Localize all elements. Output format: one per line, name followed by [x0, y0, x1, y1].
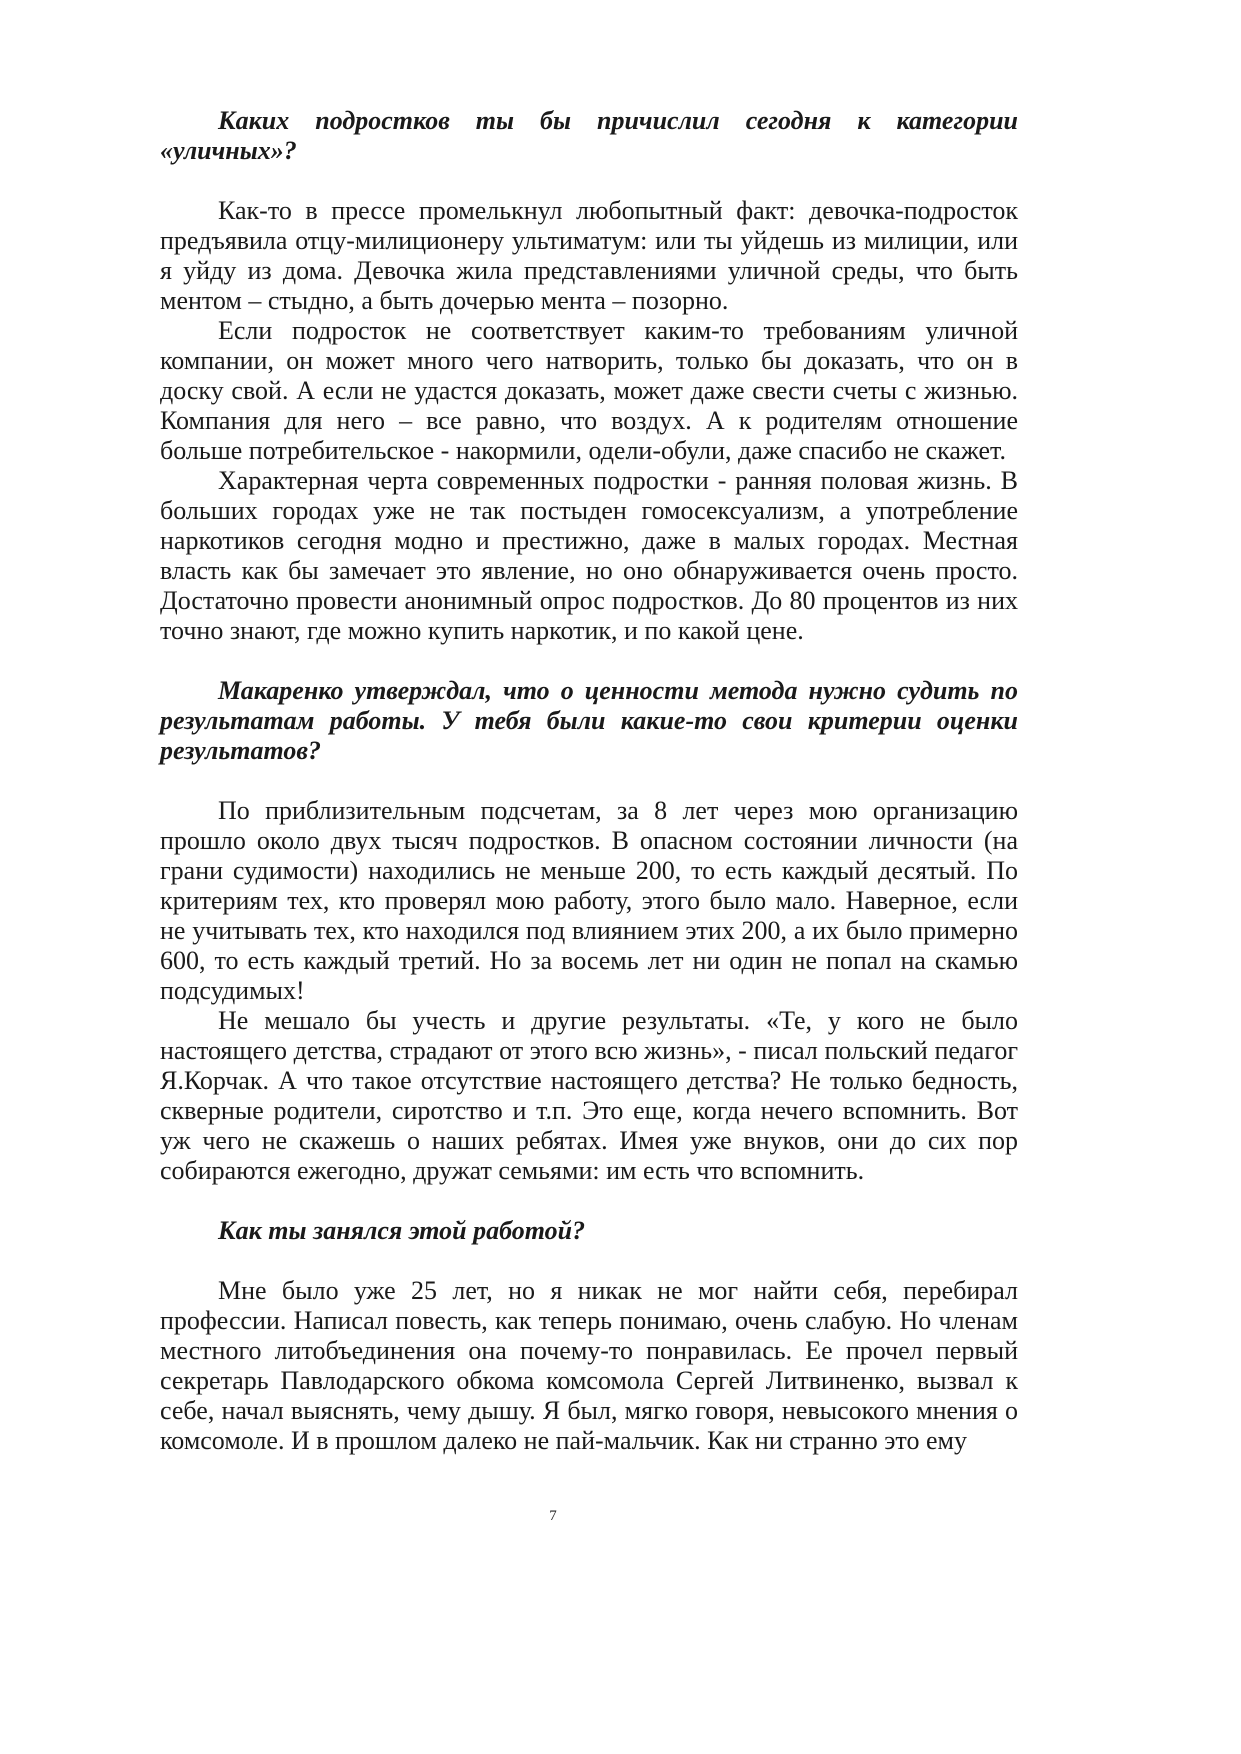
section-question: Каких подростков ты бы причислил сегодня к категории «уличных»? [160, 106, 1018, 165]
paragraph: Если подросток не соответствует каким-то требованиям уличной компании, он может много чего натворить, только бы доказать, что он в доску свой. А если не удастся доказать, может даже свести счеты с жизнью. Компания для него – все равно, что воздух. А к родителям отношение больше потребительское - накормили, одели-обули, даже спасибо не скажет. [160, 316, 1018, 465]
paragraph: Мне было уже 25 лет, но я никак не мог найти себя, перебирал профессии. Написал повесть, как теперь понимаю, очень слабую. Но членам местного литобъединения она почему-то понравилась. Ее прочел первый секретарь Павлодарского обкома комсомола Сергей Литвиненко, вызвал к себе, начал выяснять, чему дышу. Я был, мягко говоря, невысокого мнения о комсомоле. И в прошлом далеко не пай-мальчик. Как ни странно это ему [160, 1276, 1018, 1455]
paragraph: Не мешало бы учесть и другие результаты. «Те, у кого не было настоящего детства, страдают от этого всю жизнь», - писал польский педагог Я.Корчак. А что такое отсутствие настоящего детства? Не только бедность, скверные родители, сиротство и т.п. Это еще, когда нечего вспомнить. Вот уж чего не скажешь о наших ребятах. Имея уже внуков, они до сих пор собираются ежегодно, дружат семьями: им есть что вспомнить. [160, 1006, 1018, 1185]
spacer [160, 766, 1018, 796]
paragraph: Характерная черта современных подростки - ранняя половая жизнь. В больших городах уже не так постыден гомосексуализм, а употребление наркотиков сегодня модно и престижно, даже в малых городах. Местная власть как бы замечает это явление, но оно обнаруживается очень просто. Достаточно провести анонимный опрос подростков. До 80 процентов из них точно знают, где можно купить наркотик, и по какой цене. [160, 466, 1018, 645]
spacer [160, 1186, 1018, 1216]
section-question: Как ты занялся этой работой? [218, 1216, 586, 1245]
document-page [160, 106, 1018, 1456]
paragraph: По приблизительным подсчетам, за 8 лет через мою организацию прошло около двух тысяч подростков. В опасном состоянии личности (на грани судимости) находились не меньше 200, то есть каждый десятый. По критериям тех, кто проверял мою работу, этого было мало. Наверное, если не учитывать тех, кто находился под влиянием этих 200, а их было примерно 600, то есть каждый третий. Но за восемь лет ни один не попал на скамью подсудимых! [160, 796, 1018, 1005]
spacer [160, 166, 1018, 196]
spacer [160, 646, 1018, 676]
spacer [160, 1246, 1018, 1276]
page-number: 7 [549, 1508, 557, 1524]
paragraph: Как-то в прессе промелькнул любопытный факт: девочка-подросток предъявила отцу-милиционеру ультиматум: или ты уйдешь из милиции, или я уйду из дома. Девочка жила представлениями уличной среды, что быть ментом – стыдно, а быть дочерью мента – позорно. [160, 196, 1018, 315]
section-question: Макаренко утверждал, что о ценности метода нужно судить по результатам работы. У тебя были какие-то свои критерии оценки результатов? [160, 676, 1018, 765]
